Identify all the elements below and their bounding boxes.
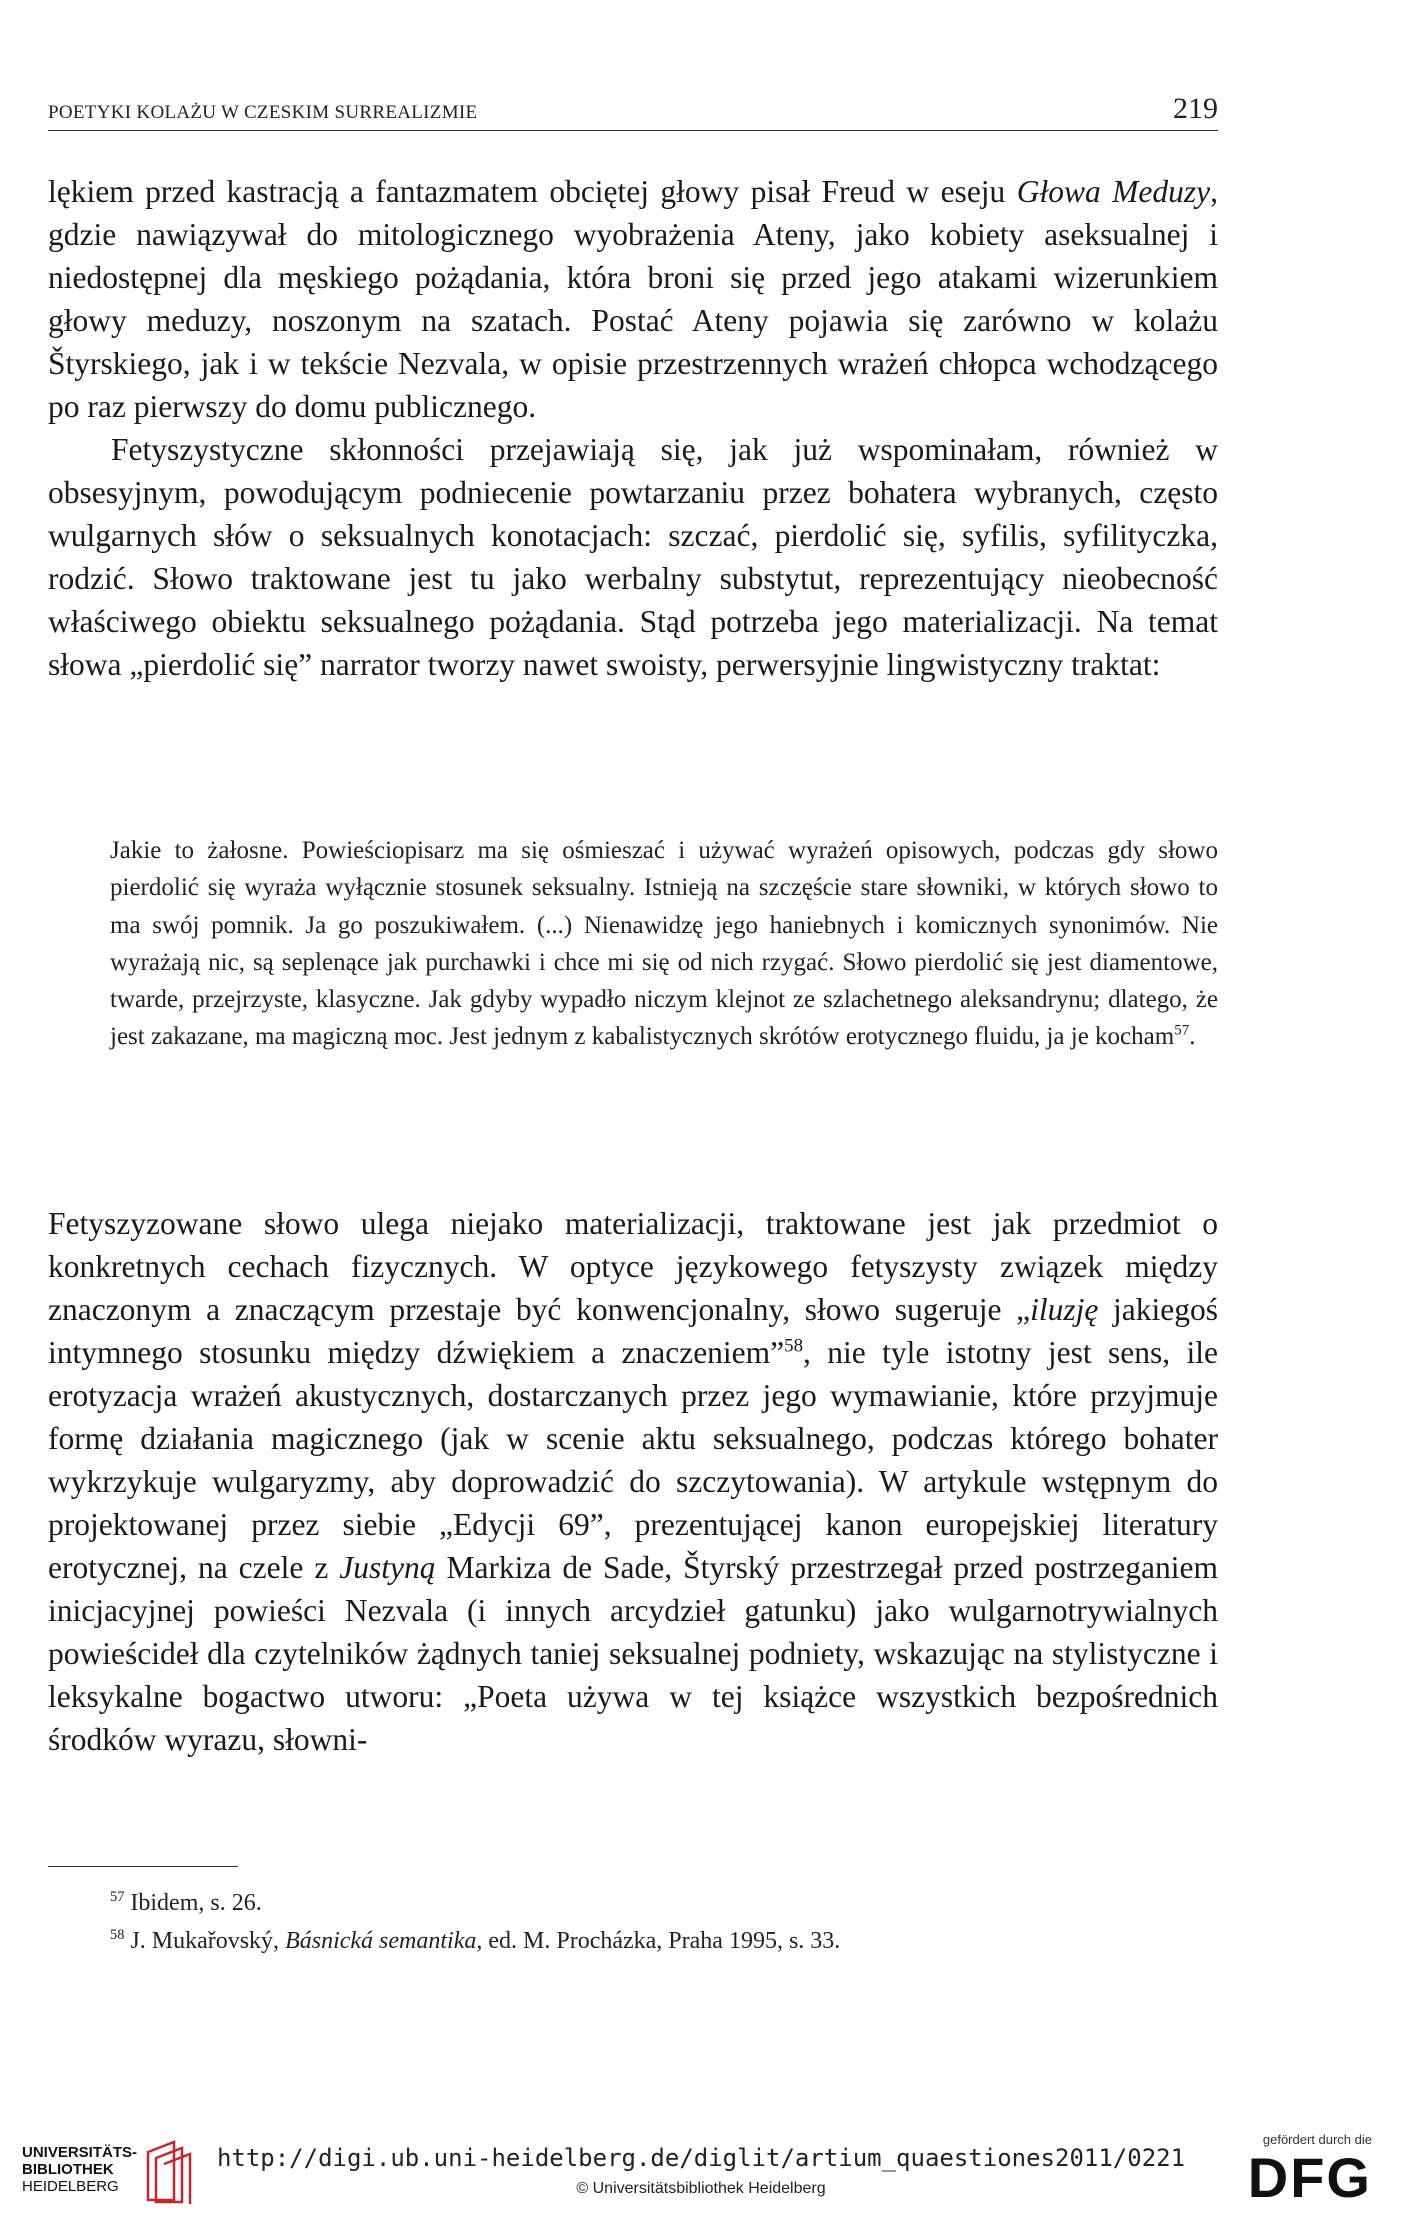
title-italic: Głowa Meduzy — [1016, 174, 1211, 209]
footnote-italic-title: Básnická semantika, — [285, 1928, 483, 1954]
paragraph-3 — [48, 1202, 1218, 1761]
paragraph-3-c: , nie tyle istotny jest sens, ile erotyzacja wrażeń akustycznych, dostarczanych przez jego wymawianie, które przyjmuje formę działania magicznego (jak w scenie aktu seksualnego, podczas którego bohater wykrzykuje wulgaryzmy, aby doprowadzić do szczytowania). W artykule wstępnym do projektowanej przez siebie „Edycji 69”, prezentującej kanon europejskiej literatury erotycznej, na czele z — [48, 1335, 1218, 1585]
body-text-bottom — [48, 1202, 1218, 1761]
dfg-block[interactable] — [1232, 2132, 1372, 2212]
library-name: UNIVERSITÄTS- BIBLIOTHEK HEIDELBERG — [22, 2144, 138, 2195]
block-quote — [110, 832, 1218, 1056]
footnote-text-rest: ed. M. Procházka, Praha 1995, s. 33. — [482, 1928, 841, 1954]
running-head: POETYKI KOLAŻU W CZESKIM SURREALIZMIE — [48, 102, 478, 123]
body-text-top — [48, 170, 1218, 686]
paragraph-1-start: lękiem przed kastracją a fantazmatem obciętej głowy pisał Freud w eseju — [48, 174, 1006, 209]
footnote-57 — [110, 1884, 1218, 1922]
page-header — [48, 86, 1218, 131]
paragraph-3-a: Fetyszyzowane słowo ulega niejako materializacji, traktowane jest jak przedmiot o konkretnych cechach fizycznych. W optyce językowego fetyszysty związek między znaczonym a znaczącym przestaje być konwencjonalny, słowo sugeruje „ — [48, 1206, 1218, 1327]
footnote-ref-58: 58 — [784, 1335, 804, 1357]
paragraph-2: Fetyszystyczne skłonności przejawiają się, jak już wspominałam, również w obsesyjnym, powodującym podniecenie powtarzaniu przez bohatera wybranych, często wulgarnych słów o seksualnych konotacjach: szczać, pierdolić się, syfilis, syfilityczka, rodzić. Słowo traktowane jest tu jako werbalny substytut, reprezentujący nieobecność właściwego obiektu seksualnego pożądania. Stąd potrzeba jego materializacji. Na temat słowa „pierdolić się” narrator tworzy nawet swoisty, perwersyjnie lingwistyczny traktat: — [48, 432, 1218, 682]
footnote-58 — [110, 1922, 1218, 1960]
paragraph-1-rest: , gdzie nawiązywał do mitologicznego wyobrażenia Ateny, jako kobiety aseksualnej i niedostępnej dla męskiego pożądania, która broni się przed jego atakami wizerunkiem głowy meduzy, noszonym na szatach. Postać Ateny pojawia się zarówno w kolażu Štyrskiego, jak i w tekście Nezvala, w opisie przestrzennych wrażeń chłopca wchodzącego po raz pierwszy do domu publicznego. — [48, 174, 1218, 424]
page-number: 219 — [1173, 92, 1218, 125]
footnote-text: J. Mukařovský, — [130, 1928, 286, 1954]
paragraph-3-italic-c: Justyną — [339, 1550, 436, 1585]
footnote-number: 57 — [110, 1889, 125, 1905]
dfg-logo: DFG — [1247, 2146, 1372, 2209]
footnote-divider — [48, 1866, 238, 1867]
footnote-ref-57: 57 — [1174, 1023, 1190, 1040]
quote-text: Jakie to żałosne. Powieściopisarz ma się ośmieszać i używać wyrażeń opisowych, podczas gdy słowo pierdolić się wyraża wyłącznie stosunek seksualny. Istnieją na szczęście stare słowniki, w których słowo to ma swój pomnik. Ja go poszukiwałem. (...) Nienawidzę jego haniebnych i komicznych synonimów. Nie wyrażają nic, są seplenące jak purchawki i chce mi się od nich rzygać. Słowo pierdolić się jest diamentowe, twarde, przejrzyste, klasyczne. Jak gdyby wypadło niczym klejnot ze szlachetnego aleksandrynu; dlatego, że jest zakazane, ma magiczną moc. Jest jednym z kabalistycznych skrótów erotycznego fluidu, ja je kocham — [110, 837, 1218, 1051]
paragraph-1 — [48, 170, 1218, 428]
footnote-number: 58 — [110, 1927, 125, 1943]
copyright-notice: © Universitätsbibliothek Heidelberg — [576, 2180, 826, 2197]
digitization-footer — [0, 2120, 1402, 2219]
dfg-caption: gefördert durch die — [1262, 2132, 1372, 2147]
footnotes — [110, 1884, 1218, 1960]
footnote-text: Ibidem, s. 26. — [130, 1890, 262, 1916]
quote-end: . — [1189, 1023, 1196, 1051]
paragraph-3-b: jakiegoś intymnego stosunku między dźwiękiem a znaczeniem” — [48, 1292, 1218, 1370]
paragraph-3-italic-a: iluzję — [1030, 1292, 1099, 1327]
paragraph-3-d: Markiza de Sade, Štyrský przestrzegał przed postrzeganiem inicjacyjnej powieści Nezvala (i innych arcydzieł gatunku) jako wulgarnotrywialnych powieścideł dla czytelników żądnych taniej seksualnej podniety, wskazując na stylistyczne i leksykalne bogactwo utworu: „Poeta używa w tej książce wszystkich bezpośrednich środków wyrazu, słowni- — [48, 1550, 1219, 1757]
permalink-url[interactable]: http://digi.ub.uni-heidelberg.de/diglit/artium_quaestiones2011/0221 — [216, 2144, 1186, 2172]
